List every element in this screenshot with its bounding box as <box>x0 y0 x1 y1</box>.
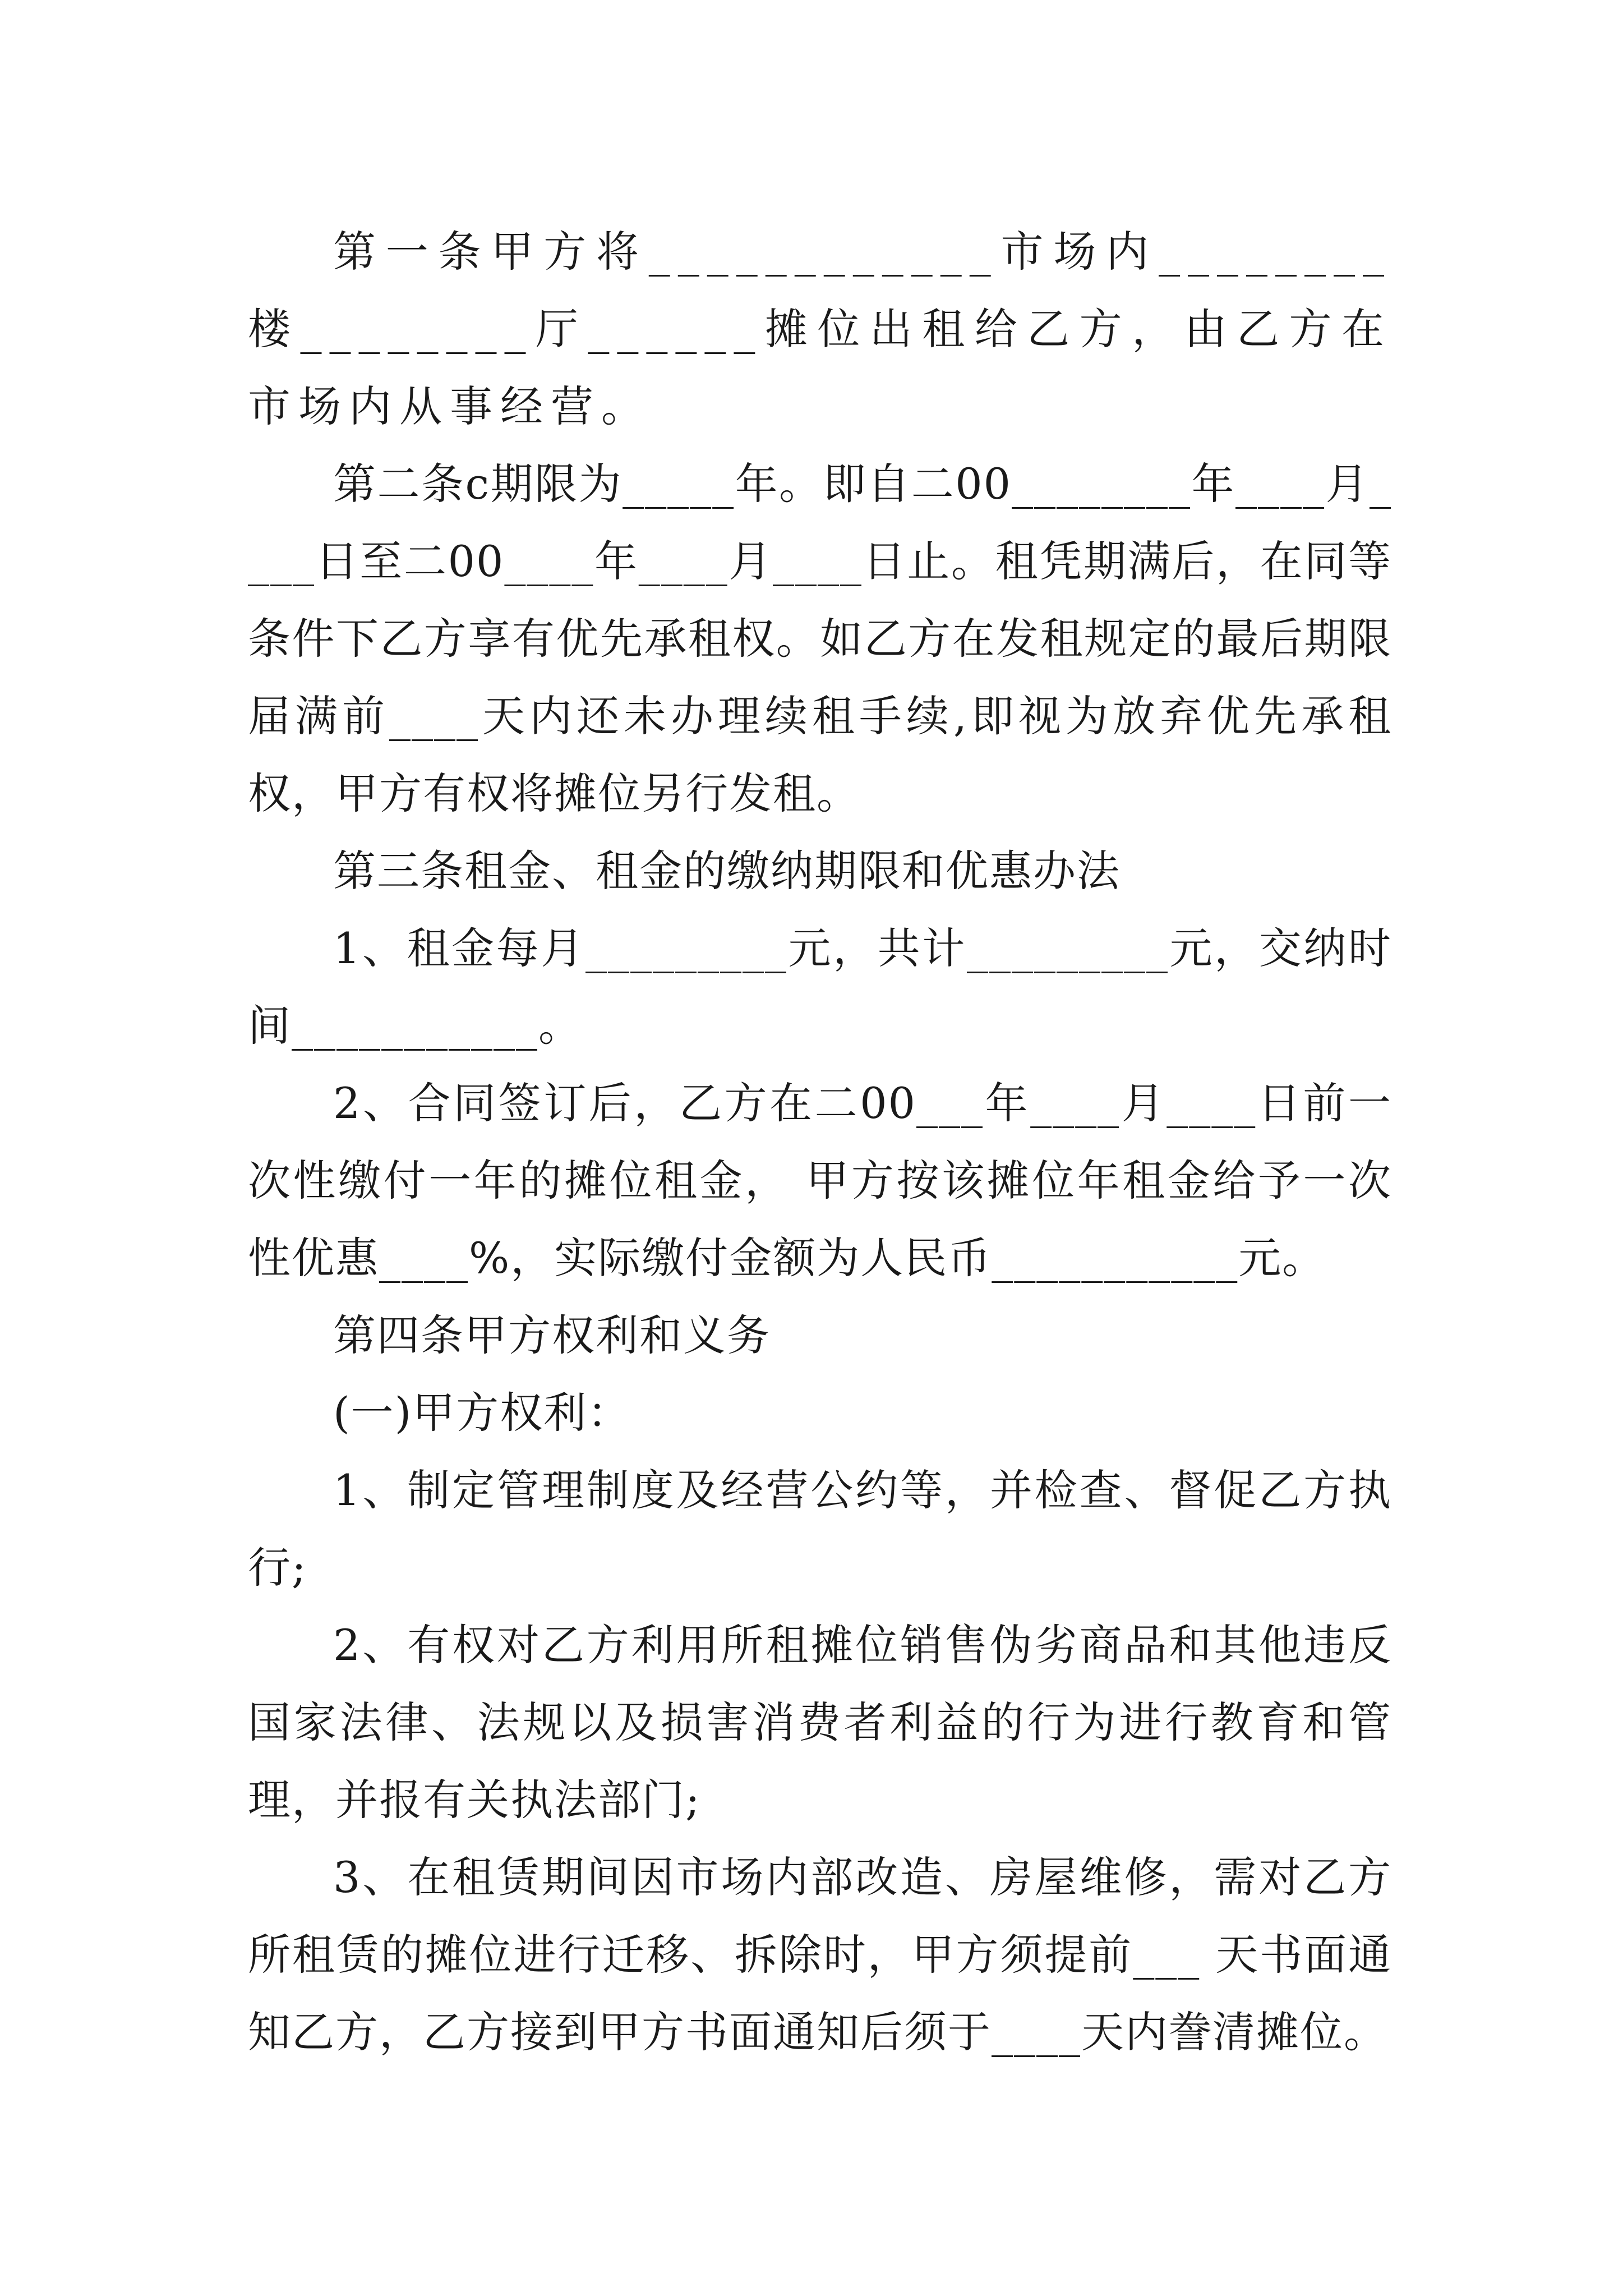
document-page <box>248 213 1392 2071</box>
rent-item-2: 2、合同签订后，乙方在二00___年____月____日前一次性缴付一年的摊位租金， 甲方按该摊位年租金给予一次性优惠____%，实际缴付金额为人民币___________元。 <box>248 1078 1392 1283</box>
rights-item-2: 2、有权对乙方利用所租摊位销售伪劣商品和其他违反国家法律、法规以及损害消费者利益的行为进行教育和管理，并报有关执法部门; <box>248 1620 1392 1825</box>
article-3-heading: 第三条租金、租金的缴纳期限和优惠办法 <box>333 846 1121 896</box>
article-2-paragraph: 第二条c期限为_____年。即自二00________年____月____日至二00____年____月____日止。租凭期满后，在同等条件下乙方享有优先承租权。如乙方在发租规定的最后期限届满前____天内还未办理续租手续,即视为放弃优先承租权，甲方有权将摊位另行发租。 <box>248 459 1392 818</box>
article-1-paragraph: 第一条甲方将____________市场内________楼________厅______摊位出租给乙方，由乙方在市场内从事经营。 <box>248 227 1392 431</box>
article-4-heading: 第四条甲方权利和义务 <box>333 1310 771 1360</box>
party-a-rights-heading: (一)甲方权利： <box>333 1388 631 1438</box>
rent-item-1: 1、租金每月_________元，共计_________元，交纳时间___________。 <box>248 923 1392 1051</box>
rights-item-3: 3、在租赁期间因市场内部改造、房屋维修，需对乙方所租赁的摊位进行迁移、拆除时，甲方须提前___ 天书面通知乙方，乙方接到甲方书面通知后须于____天内誊清摊位。 <box>248 1852 1392 2057</box>
rights-item-1: 1、制定管理制度及经营公约等，并检查、督促乙方执行; <box>248 1465 1392 1593</box>
